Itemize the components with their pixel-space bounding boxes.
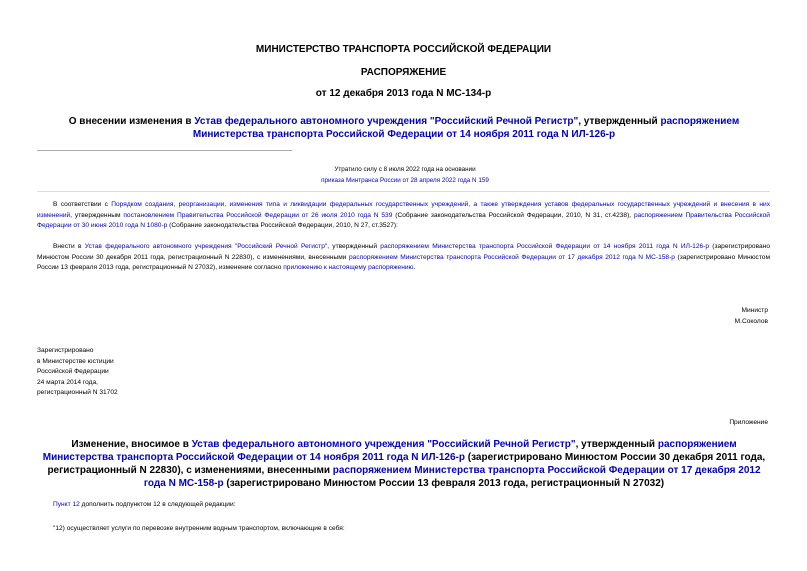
repeal-order-link[interactable]: приказа Минтранса России от 28 апреля 2022 года N 159 <box>321 177 489 184</box>
charter-link[interactable]: Устав федерального автономного учреждения "Российский Речной Регистр" <box>194 116 579 127</box>
paragraph-change <box>37 242 770 274</box>
clause-12-link[interactable]: Пункт 12 <box>53 501 80 508</box>
order-ил-126-link[interactable]: распоряжением Министерства транспорта Российской Федерации от 14 ноября 2011 года N ИЛ-126-р <box>42 439 737 463</box>
registration-line: Российской Федерации <box>37 368 109 375</box>
appendix-label: Приложение <box>729 419 768 426</box>
text: (Собрание законодательства Российской Федерации, 2010, N 27, ст.3527): <box>167 222 398 230</box>
signer-name: М.Соколов <box>734 317 768 325</box>
registration-line: регистрационный N 31702 <box>37 389 118 396</box>
order-ил-126-link[interactable]: распоряжением Министерства транспорта Российской Федерации от 14 ноября 2011 года N ИЛ-126-р <box>380 243 710 250</box>
text: (зарегистрировано Минюстом России 13 февраля 2013 года, регистрационный N 27032) <box>223 478 665 489</box>
text: , утвержденным <box>70 211 124 219</box>
text: . <box>413 264 416 272</box>
text: (зарегистрировано Минюстом России 13 февраля 2013 года, регистрационный N 27032), изменение согласно <box>37 253 771 272</box>
text: дополнить подпунктом 12 в следующей редакции: <box>79 501 236 508</box>
subject-mid: , утвержденный <box>578 116 661 127</box>
status-note <box>240 164 570 186</box>
paragraph-basis <box>37 200 770 232</box>
text: (зарегистрировано Минюстом России 30 декабря 2011 года, регистрационный N 22830), с изменениями, внесенными <box>47 452 766 476</box>
amendment-text: "12) осуществляет услуги по перевозке внутренним водным транспортом, включающие в себя: <box>53 525 345 532</box>
order-мс-158-link[interactable]: распоряжением Министерства транспорта Российской Федерации от 17 декабря 2012 года N МС-158-р <box>143 465 761 489</box>
order-мс-158-link[interactable]: распоряжением Министерства транспорта Российской Федерации от 17 декабря 2012 года N МС-158-р <box>349 253 675 261</box>
text: Изменение, вносимое в <box>71 439 192 450</box>
text: , утвержденный <box>327 243 381 250</box>
text: (Собрание законодательства Российской Федерации, 2010, N 31, ст.4238), <box>392 211 634 219</box>
appendix-title <box>40 438 768 490</box>
divider <box>37 150 292 151</box>
registration-line: в Министерстве юстиции <box>37 357 114 365</box>
procedure-link[interactable]: Порядком создания, реорганизации, изменения типа и ликвидации федеральных государственных учреждений, а также утверждения уставов федеральных государственных учреждений и внесения в них изменений <box>37 201 771 219</box>
document-subject <box>40 115 768 141</box>
registration-block <box>37 346 287 399</box>
status-text: Утратило силу с 8 июля 2022 года на основании <box>334 166 476 173</box>
charter-link[interactable]: Устав федерального автономного учреждения "Российский Речной Регистр" <box>191 439 576 450</box>
amendment-paragraph <box>37 500 770 511</box>
charter-link[interactable]: Устав федерального автономного учреждения "Российский Речной Регистр" <box>84 243 328 250</box>
text: Внести в <box>53 243 85 250</box>
resolution-539-link[interactable]: постановлением Правительства Российской Федерации от 26 июля 2010 года N 539 <box>123 211 393 219</box>
text: В соответствии с <box>53 201 112 208</box>
registration-line: 24 марта 2014 года, <box>37 378 98 386</box>
document-date: от 12 декабря 2013 года N МС-134-р <box>315 88 492 99</box>
subject-prefix: О внесении изменения в <box>68 116 195 127</box>
signer-title: Министр <box>741 307 768 314</box>
text: (зарегистрировано Минюстом России 30 декабря 2011 года, регистрационный N 22830), с изменениями, внесенными <box>37 243 771 261</box>
text: , утвержденный <box>575 439 658 450</box>
ministry-title: МИНИСТЕРСТВО ТРАНСПОРТА РОССИЙСКОЙ ФЕДЕРАЦИИ <box>255 44 552 55</box>
order-1080-link[interactable]: распоряжением Правительства Российской Федерации от 30 июня 2010 года N 1080-р <box>37 211 770 230</box>
document-type: РАСПОРЯЖЕНИЕ <box>360 67 447 78</box>
signature-block <box>600 306 768 327</box>
registration-line: Зарегистрировано <box>37 347 94 354</box>
order-ил-126-link[interactable]: распоряжением Министерства транспорта Российской Федерации от 14 ноября 2011 года N ИЛ-126-р <box>192 116 740 140</box>
appendix-link[interactable]: приложению к настоящему распоряжению <box>283 264 414 272</box>
divider <box>37 191 770 192</box>
